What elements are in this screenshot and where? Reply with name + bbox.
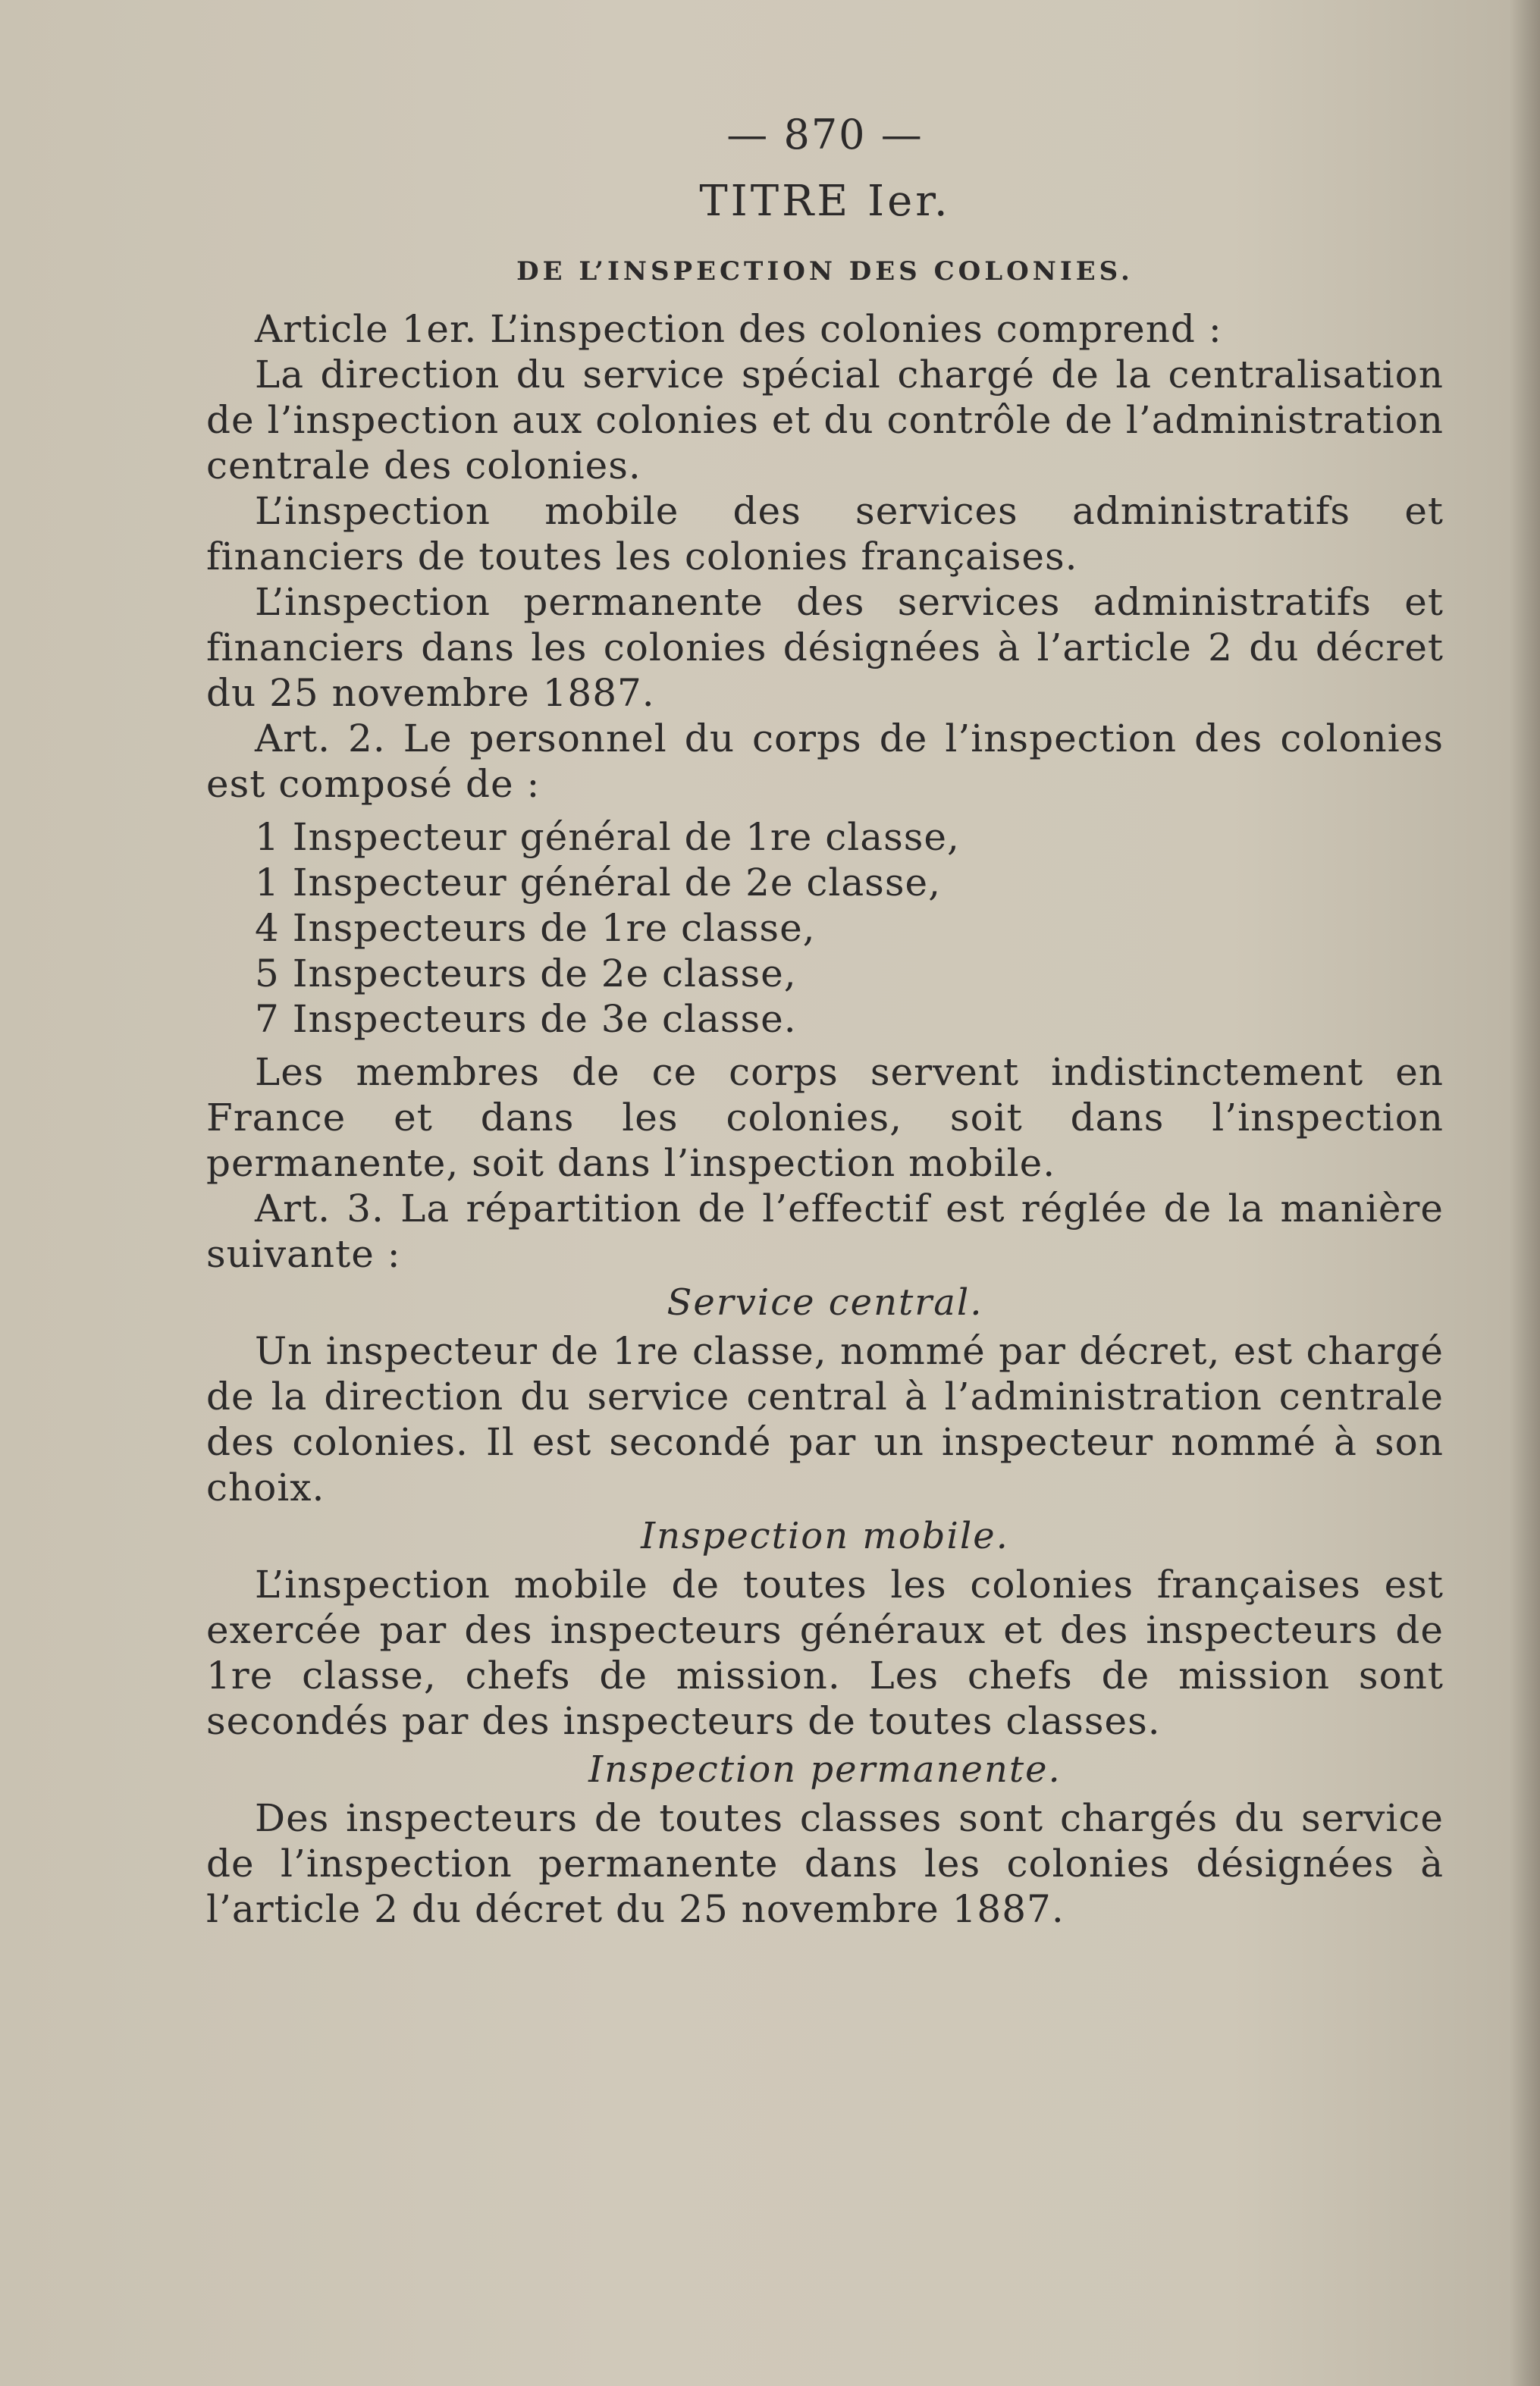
list-item: 4 Inspecteurs de 1re classe, bbox=[255, 906, 816, 950]
section-heading-inspection-permanente: Inspection permanente. bbox=[588, 1748, 1062, 1791]
article-1-paragraph: L’inspection mobile des services administratifs et financiers de toutes les colonies françaises. bbox=[206, 489, 1444, 578]
page-edge-shadow bbox=[1510, 0, 1540, 2386]
article-1-paragraph: L’inspection permanente des services administratifs et financiers dans les colonies désignées à l’article 2 du décret du 25 novembre 1887. bbox=[206, 580, 1444, 715]
section-heading-service-central: Service central. bbox=[666, 1281, 983, 1324]
section-heading-inspection-mobile: Inspection mobile. bbox=[641, 1515, 1009, 1557]
subtitle-heading: DE L’INSPECTION DES COLONIES. bbox=[516, 256, 1134, 287]
article-1-intro: Article 1er. L’inspection des colonies comprend : bbox=[255, 307, 1222, 351]
page-number: — 870 — bbox=[726, 111, 924, 158]
personnel-list bbox=[206, 814, 1444, 1042]
list-item: 1 Inspecteur général de 2e classe, bbox=[255, 861, 941, 905]
article-1-paragraph: La direction du service spécial chargé de la centralisation de l’inspection aux colonies et du contrôle de l’administration centrale des colonies. bbox=[206, 353, 1444, 488]
section-paragraph: L’inspection mobile de toutes les colonies françaises est exercée par des inspecteurs généraux et des inspecteurs de 1re classe, chefs de mission. Les chefs de mission sont secondés par des inspecteurs de toutes classes. bbox=[206, 1563, 1444, 1743]
article-2-paragraph: Les membres de ce corps servent indistinctement en France et dans les colonies, soit dans l’inspection permanente, soit dans l’inspection mobile. bbox=[206, 1050, 1444, 1185]
list-item: 1 Inspecteur général de 1re classe, bbox=[255, 815, 960, 859]
section-paragraph: Des inspecteurs de toutes classes sont chargés du service de l’inspection permanente dans les colonies désignées à l’article 2 du décret du 25 novembre 1887. bbox=[206, 1796, 1444, 1931]
article-2-intro: Art. 2. Le personnel du corps de l’inspection des colonies est composé de : bbox=[206, 716, 1444, 806]
list-item: 5 Inspecteurs de 2e classe, bbox=[255, 952, 797, 995]
title-heading: TITRE Ier. bbox=[699, 177, 951, 226]
section-paragraph: Un inspecteur de 1re classe, nommé par décret, est chargé de la direction du service central à l’administration centrale des colonies. Il est secondé par un inspecteur nommé à son choix. bbox=[206, 1329, 1444, 1510]
list-item: 7 Inspecteurs de 3e classe. bbox=[255, 997, 797, 1041]
body-text bbox=[206, 306, 1444, 1932]
article-3-intro: Art. 3. La répartition de l’effectif est réglée de la manière suivante : bbox=[206, 1187, 1444, 1276]
